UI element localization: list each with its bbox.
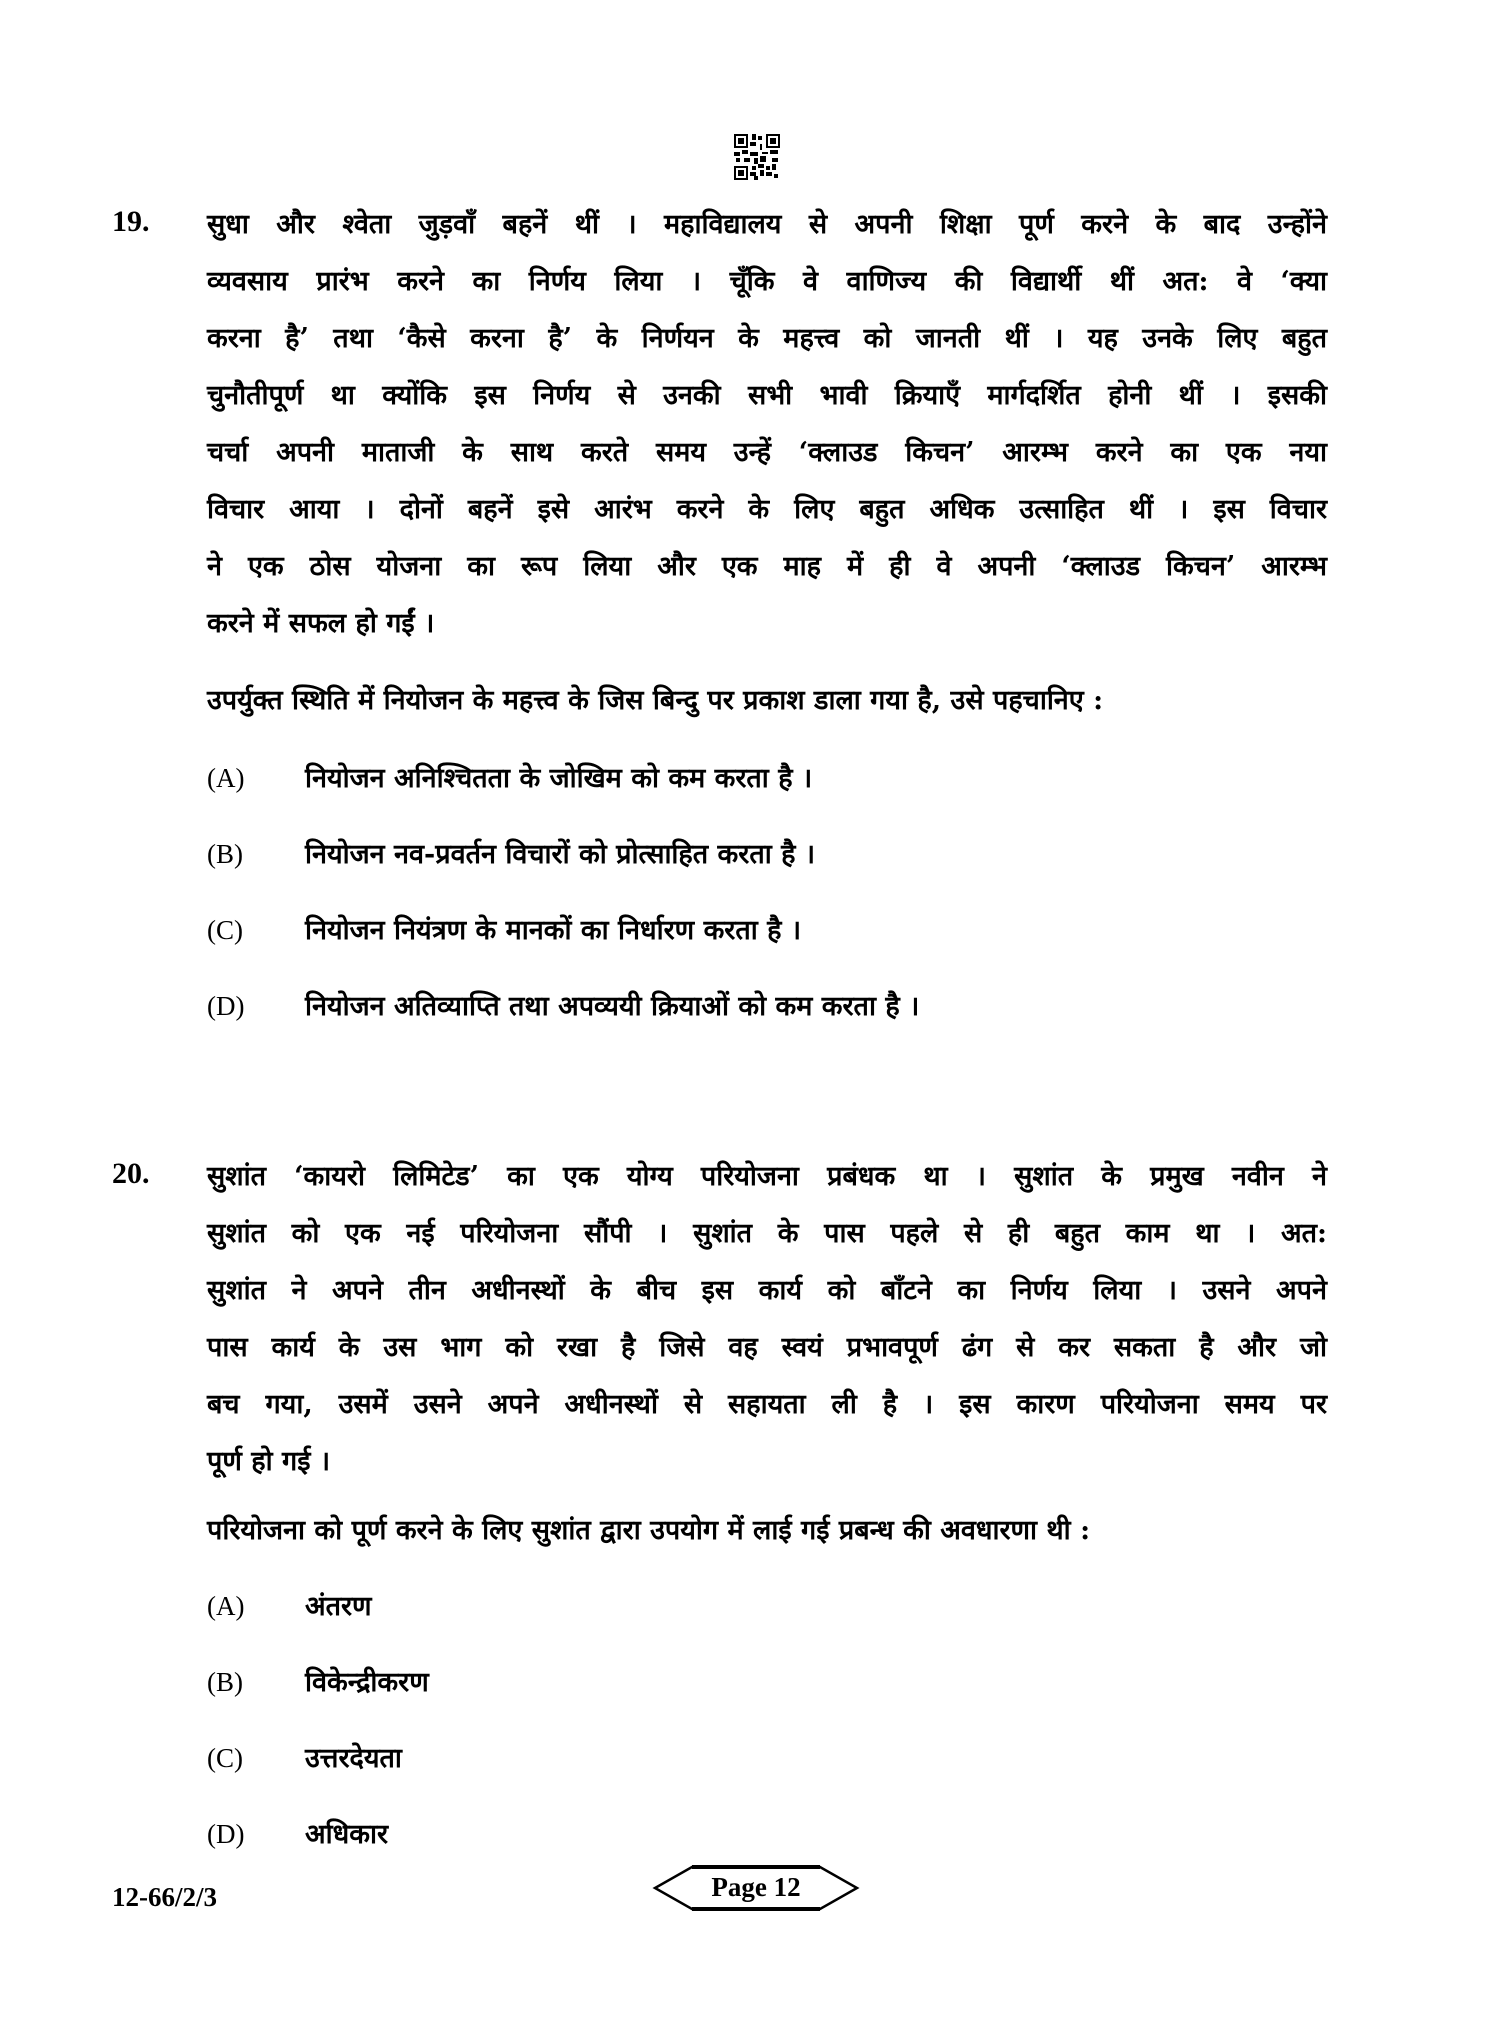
option-c[interactable]	[207, 910, 801, 947]
question-passage	[207, 196, 1327, 652]
option-label: (D)	[207, 991, 245, 1021]
option-text: नियोजन नियंत्रण के मानकों का निर्धारण करता है ।	[305, 915, 802, 946]
paper-code: 12-66/2/3	[112, 1882, 217, 1912]
option-text: अंतरण	[305, 1591, 372, 1622]
option-label: (C)	[207, 915, 243, 945]
passage-line: सुशांत ‘कायरो लिमिटेड’ का एक योग्य परियोजना प्रबंधक था । सुशांत के प्रमुख नवीन ने	[207, 1161, 1327, 1192]
page-number-badge	[652, 1864, 860, 1912]
passage-line: सुशांत को एक नई परियोजना सौंपी । सुशांत के पास पहले से ही बहुत काम था । अत:	[207, 1218, 1327, 1249]
option-label: (A)	[207, 763, 245, 793]
question-prompt: उपर्युक्त स्थिति में नियोजन के महत्त्व के जिस बिन्दु पर प्रकाश डाला गया है, उसे पहचानिए :	[207, 685, 1104, 716]
passage-line: सुधा और श्वेता जुड़वाँ बहनें थीं । महाविद्यालय से अपनी शिक्षा पूर्ण करने के बाद उन्होंने	[207, 209, 1327, 240]
question-prompt: परियोजना को पूर्ण करने के लिए सुशांत द्वारा उपयोग में लाई गई प्रबन्ध की अवधारणा थी :	[207, 1515, 1091, 1546]
option-b[interactable]	[207, 1662, 429, 1699]
page-label: Page 12	[711, 1872, 801, 1902]
option-text: नियोजन अतिव्याप्ति तथा अपव्ययी क्रियाओं को कम करता है ।	[305, 991, 920, 1022]
option-b[interactable]	[207, 834, 815, 871]
option-a[interactable]	[207, 758, 812, 795]
question-number: 19.	[112, 205, 150, 238]
passage-line: ने एक ठोस योजना का रूप लिया और एक माह में ही वे अपनी ‘क्लाउड किचन’ आरम्भ	[207, 551, 1327, 582]
option-label: (B)	[207, 839, 243, 869]
option-text: अधिकार	[305, 1819, 388, 1850]
passage-line: करना है’ तथा ‘कैसे करना है’ के निर्णयन के महत्त्व को जानती थीं । यह उनके लिए बहुत	[207, 323, 1327, 354]
option-a[interactable]	[207, 1586, 372, 1623]
qr-code-icon	[734, 134, 780, 180]
passage-line: पूर्ण हो गई ।	[207, 1446, 331, 1477]
passage-line: चुनौतीपूर्ण था क्योंकि इस निर्णय से उनकी सभी भावी क्रियाएँ मार्गदर्शित होनी थीं । इसकी	[207, 380, 1327, 411]
option-text: उत्तरदेयता	[305, 1743, 402, 1774]
option-text: विकेन्द्रीकरण	[305, 1667, 429, 1698]
passage-line: सुशांत ने अपने तीन अधीनस्थों के बीच इस कार्य को बाँटने का निर्णय लिया । उसने अपने	[207, 1275, 1327, 1306]
option-text: नियोजन अनिश्चितता के जोखिम को कम करता है ।	[305, 763, 813, 794]
option-label: (C)	[207, 1743, 243, 1773]
question-number: 20.	[112, 1157, 150, 1190]
passage-line: चर्चा अपनी माताजी के साथ करते समय उन्हें ‘क्लाउड किचन’ आरम्भ करने का एक नया	[207, 437, 1327, 468]
option-d[interactable]	[207, 986, 919, 1023]
option-text: नियोजन नव-प्रवर्तन विचारों को प्रोत्साहित करता है ।	[305, 839, 816, 870]
option-d[interactable]	[207, 1814, 388, 1851]
passage-line: व्यवसाय प्रारंभ करने का निर्णय लिया । चूँकि वे वाणिज्य की विद्यार्थी थीं अत: वे ‘क्या	[207, 266, 1327, 297]
passage-line: पास कार्य के उस भाग को रखा है जिसे वह स्वयं प्रभावपूर्ण ढंग से कर सकता है और जो	[207, 1332, 1327, 1363]
option-label: (A)	[207, 1591, 245, 1621]
passage-line: बच गया, उसमें उसने अपने अधीनस्थों से सहायता ली है । इस कारण परियोजना समय पर	[207, 1389, 1327, 1420]
passage-line: विचार आया । दोनों बहनें इसे आरंभ करने के लिए बहुत अधिक उत्साहित थीं । इस विचार	[207, 494, 1327, 525]
question-passage	[207, 1148, 1327, 1490]
option-c[interactable]	[207, 1738, 402, 1775]
option-label: (D)	[207, 1819, 245, 1849]
option-label: (B)	[207, 1667, 243, 1697]
passage-line: करने में सफल हो गईं ।	[207, 608, 435, 639]
